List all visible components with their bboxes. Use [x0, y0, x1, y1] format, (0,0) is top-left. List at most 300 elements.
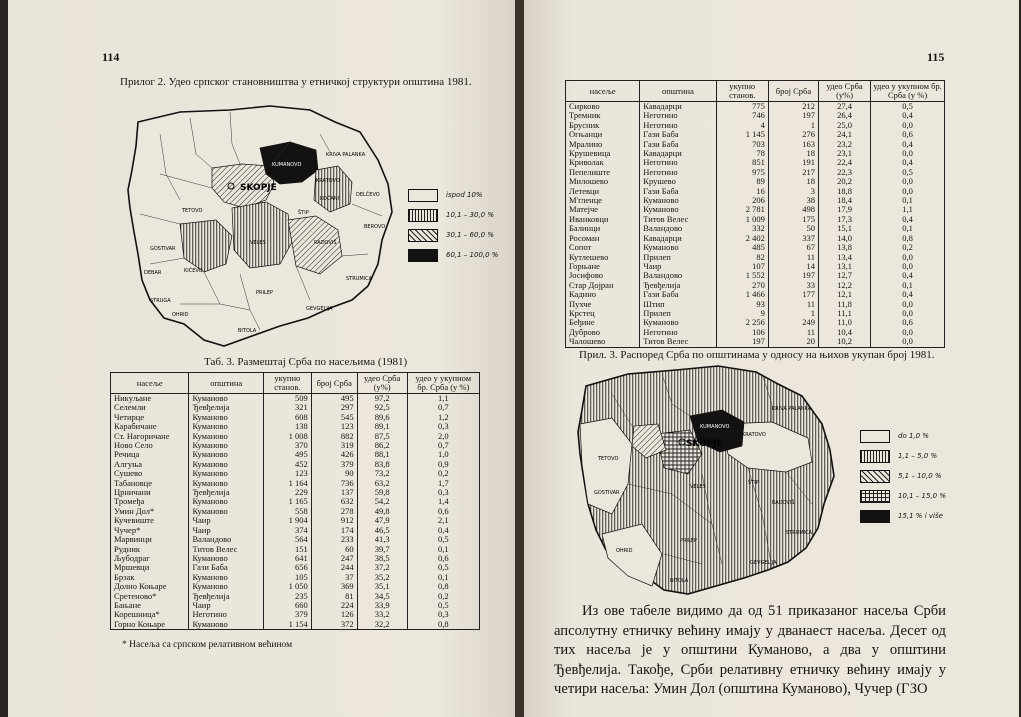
- table-cell: Кучевиште: [111, 516, 189, 525]
- table-cell: 82: [716, 253, 768, 262]
- table-cell: 22,3: [819, 168, 871, 177]
- table-cell: 11,0: [819, 318, 871, 327]
- map-label: KOČANI: [320, 196, 340, 202]
- table-cell: 92,5: [357, 403, 407, 412]
- table-cell: 0,6: [407, 554, 479, 563]
- map-label: OHRID: [172, 312, 189, 318]
- column-header: укупно станов.: [263, 373, 311, 394]
- map-label-skopje: SKOPJE: [240, 183, 277, 193]
- table-cell: 564: [263, 535, 311, 544]
- legend-swatch: [408, 189, 438, 202]
- table-cell: 197: [716, 337, 768, 347]
- table-cell: Горњане: [566, 262, 640, 271]
- table-cell: 0,2: [407, 592, 479, 601]
- table-cell: 12,7: [819, 271, 871, 280]
- table-cell: Валандово: [189, 535, 263, 544]
- table-cell: 12,2: [819, 281, 871, 290]
- table-cell: 107: [716, 262, 768, 271]
- table-cell: 0,6: [407, 507, 479, 516]
- column-header: укупно станов.: [716, 81, 768, 102]
- table-cell: Куманово: [640, 243, 716, 252]
- table-row: [566, 300, 945, 309]
- table-cell: 18: [768, 177, 818, 186]
- table-cell: 33,9: [357, 601, 407, 610]
- table-cell: 37,2: [357, 563, 407, 572]
- table-cell: Куманово: [189, 441, 263, 450]
- table-cell: Стар Дојран: [566, 281, 640, 290]
- table-cell: Куманово: [189, 413, 263, 422]
- table-cell: 0,0: [871, 253, 945, 262]
- table-cell: Сушево: [111, 469, 189, 478]
- table-cell: Куманово: [640, 196, 716, 205]
- table-cell: 851: [716, 158, 768, 167]
- table-cell: 46,5: [357, 526, 407, 535]
- column-header: удео Срба (у%): [819, 81, 871, 102]
- table-cell: 0,4: [871, 271, 945, 280]
- table-cell: Бањане: [111, 601, 189, 610]
- table-cell: 212: [768, 102, 818, 112]
- legend-swatch: [860, 470, 890, 483]
- table-cell: Кадино: [566, 290, 640, 299]
- table-cell: Куманово: [189, 479, 263, 488]
- table-cell: 123: [311, 422, 357, 431]
- table-cell: Карабичане: [111, 422, 189, 431]
- table-cell: Брусник: [566, 121, 640, 130]
- table-cell: Куманово: [189, 422, 263, 431]
- table-cell: 224: [311, 601, 357, 610]
- table-cell: 332: [716, 224, 768, 233]
- table-cell: 27,4: [819, 102, 871, 112]
- table-cell: Речица: [111, 450, 189, 459]
- table-cell: Титов Велес: [640, 337, 716, 347]
- table-cell: 0,0: [871, 177, 945, 186]
- legend-label: 15,1 % i više: [898, 512, 943, 520]
- table-cell: 703: [716, 140, 768, 149]
- table-cell: 641: [263, 554, 311, 563]
- table-cell: 775: [716, 102, 768, 112]
- table-cell: Криволак: [566, 158, 640, 167]
- table-cell: 379: [263, 610, 311, 619]
- map-label: KRIVA PALANKA: [772, 406, 812, 412]
- map-label: BITOLA: [238, 328, 257, 334]
- table-cell: Крушевица: [566, 149, 640, 158]
- table-cell: Неготино: [640, 121, 716, 130]
- table-cell: Гази Баба: [640, 290, 716, 299]
- table-cell: 33,2: [357, 610, 407, 619]
- table-cell: 0,8: [407, 582, 479, 591]
- table-cell: 11: [768, 328, 818, 337]
- table-cell: 0,0: [871, 309, 945, 318]
- table-cell: 137: [311, 488, 357, 497]
- table-cell: Мралино: [566, 140, 640, 149]
- table-cell: Пепелиште: [566, 168, 640, 177]
- table-cell: 0,5: [407, 563, 479, 572]
- table-cell: Куманово: [189, 497, 263, 506]
- table-cell: Валандово: [640, 224, 716, 233]
- map-label: STRUMICA: [346, 276, 373, 282]
- map-label: KUMANOVO: [700, 424, 730, 430]
- table-cell: 1: [768, 121, 818, 130]
- table-cell: 97,2: [357, 394, 407, 404]
- table-cell: 319: [311, 441, 357, 450]
- table-cell: 1 552: [716, 271, 768, 280]
- table-cell: 632: [311, 497, 357, 506]
- table-cell: 0,0: [871, 300, 945, 309]
- table-cell: 13,1: [819, 262, 871, 271]
- appendix-caption: Прилог 2. Удео српског становништва у етничкој структури општина 1981.: [120, 76, 472, 88]
- table-cell: 78: [716, 149, 768, 158]
- table-cell: 16: [716, 187, 768, 196]
- table-cell: Гази Баба: [640, 140, 716, 149]
- table-cell: Крстец: [566, 309, 640, 318]
- table-cell: 38,5: [357, 554, 407, 563]
- map-label: VELES: [690, 484, 706, 490]
- map-label: BITOLA: [670, 578, 689, 584]
- table-cell: 270: [716, 281, 768, 290]
- table-cell: 2 256: [716, 318, 768, 327]
- table-cell: 67: [768, 243, 818, 252]
- table-cell: 59,8: [357, 488, 407, 497]
- table-cell: 321: [263, 403, 311, 412]
- table-cell: 11: [768, 253, 818, 262]
- table-cell: 912: [311, 516, 357, 525]
- table-cell: Алгуња: [111, 460, 189, 469]
- map-label: KRIVA PALANKA: [326, 152, 366, 158]
- table-cell: 746: [716, 111, 768, 120]
- paragraph-text: Из ове табеле видимо да од 51 приказаног насеља Срби апсолутну етничку већину имају у дванаест насеља. Десет од тих насеља је у општини Куманово, а два у општини Ђевђелија. Такође, Срби релативну етничку већину имају у четири насеља: Умин Дол (општина Куманово), Чучер (ГЗО: [554, 603, 946, 697]
- table-cell: Куманово: [189, 469, 263, 478]
- map-label: GOSTIVAR: [594, 490, 620, 496]
- table-cell: Куманово: [189, 450, 263, 459]
- table-cell: 4: [716, 121, 768, 130]
- table-cell: 1,0: [407, 450, 479, 459]
- table-cell: 47,9: [357, 516, 407, 525]
- map-label: TETOVO: [598, 456, 619, 462]
- map-label: TETOVO: [182, 208, 203, 214]
- table-cell: 24,1: [819, 130, 871, 139]
- table-cell: 485: [716, 243, 768, 252]
- table-cell: Валандово: [640, 271, 716, 280]
- table-cell: 1,7: [407, 479, 479, 488]
- table-cell: 26,4: [819, 111, 871, 120]
- table-cell: 249: [768, 318, 818, 327]
- table-cell: 35,1: [357, 582, 407, 591]
- table-cell: 0,8: [871, 234, 945, 243]
- table-cell: 123: [263, 469, 311, 478]
- table-cell: 1 009: [716, 215, 768, 224]
- table-cell: 276: [768, 130, 818, 139]
- map-label: STRUGA: [150, 298, 171, 304]
- column-header: удео у укупном бр. Срба (у %): [407, 373, 479, 394]
- table-cell: 736: [311, 479, 357, 488]
- table-cell: 81: [311, 592, 357, 601]
- table-row: [566, 177, 945, 186]
- table-cell: 244: [311, 563, 357, 572]
- map-label: GEVGELIJA: [306, 306, 333, 312]
- table-cell: Чаир: [189, 601, 263, 610]
- table-cell: Ђевђелија: [189, 488, 263, 497]
- table-cell: 0,2: [871, 243, 945, 252]
- table-cell: 0,4: [871, 111, 945, 120]
- table-cell: 1 466: [716, 290, 768, 299]
- table-cell: Куманово: [640, 205, 716, 214]
- legend-swatch: [408, 209, 438, 222]
- right-page: [524, 0, 1019, 717]
- table-row: [566, 168, 945, 177]
- table-cell: 0,4: [871, 158, 945, 167]
- table-cell: 105: [263, 573, 311, 582]
- table-cell: Балинци: [566, 224, 640, 233]
- table-cell: Кавадарци: [640, 234, 716, 243]
- table-cell: Крушево: [640, 177, 716, 186]
- table-cell: 558: [263, 507, 311, 516]
- table-cell: 0,7: [407, 403, 479, 412]
- table-cell: 22,4: [819, 158, 871, 167]
- table-cell: Ђевђелија: [189, 403, 263, 412]
- legend-label: 30,1 – 60,0 %: [446, 231, 494, 239]
- table-cell: 229: [263, 488, 311, 497]
- table-cell: Куманово: [189, 460, 263, 469]
- table-cell: Неготино: [640, 168, 716, 177]
- table-cell: Куманово: [189, 394, 263, 404]
- table-cell: 0,5: [871, 168, 945, 177]
- legend-swatch: [860, 430, 890, 443]
- table-cell: Росоман: [566, 234, 640, 243]
- table-cell: Милошево: [566, 177, 640, 186]
- table-cell: Табановце: [111, 479, 189, 488]
- table-cell: 0,1: [407, 573, 479, 582]
- table-cell: 0,4: [407, 526, 479, 535]
- table-cell: Чаир: [189, 526, 263, 535]
- table-cell: 379: [311, 460, 357, 469]
- table-cell: Кавадарци: [640, 102, 716, 112]
- table-cell: 426: [311, 450, 357, 459]
- table-cell: 1 154: [263, 620, 311, 630]
- table-cell: Куманово: [189, 507, 263, 516]
- table-cell: 93: [716, 300, 768, 309]
- table-cell: Ст. Нагоричане: [111, 432, 189, 441]
- table-cell: Умин Дол*: [111, 507, 189, 516]
- map-label: KRATOVO: [316, 178, 340, 184]
- table-cell: Ђевђелија: [640, 281, 716, 290]
- column-header: општина: [189, 373, 263, 394]
- table-cell: 0,9: [407, 460, 479, 469]
- table-cell: 11,1: [819, 309, 871, 318]
- table-cell: 2,0: [407, 432, 479, 441]
- table-cell: Тромеђа: [111, 497, 189, 506]
- table-row: [566, 337, 945, 347]
- table-row: [566, 111, 945, 120]
- column-header: удео у укупном бр. Срба (у %): [871, 81, 945, 102]
- table-cell: 3: [768, 187, 818, 196]
- map-label: PRILEP: [256, 290, 273, 296]
- table-cell: Гази Баба: [640, 187, 716, 196]
- table-footnote: * Насеља са српском релативном већином: [122, 640, 293, 650]
- table-cell: 495: [263, 450, 311, 459]
- table-cell: М'гленце: [566, 196, 640, 205]
- table-cell: 0,0: [871, 262, 945, 271]
- table-cell: 452: [263, 460, 311, 469]
- table-cell: 372: [311, 620, 357, 630]
- legend-label: 60,1 – 100,0 %: [446, 251, 499, 259]
- table-cell: 10,2: [819, 337, 871, 347]
- table-cell: 1 165: [263, 497, 311, 506]
- table-cell: 975: [716, 168, 768, 177]
- table-cell: 337: [768, 234, 818, 243]
- column-header: број Срба: [311, 373, 357, 394]
- table-cell: 1: [768, 309, 818, 318]
- table-cell: 90: [311, 469, 357, 478]
- table-cell: 11,8: [819, 300, 871, 309]
- legend-label: 10,1 – 15,0 %: [898, 492, 946, 500]
- table-cell: Гази Баба: [189, 563, 263, 572]
- table-cell: 106: [716, 328, 768, 337]
- map-label: KIČEVO: [184, 268, 203, 274]
- table-cell: 2 781: [716, 205, 768, 214]
- table-cell: 41,3: [357, 535, 407, 544]
- table-cell: 151: [263, 545, 311, 554]
- table-cell: 35,2: [357, 573, 407, 582]
- table-cell: 191: [768, 158, 818, 167]
- table-cell: Чучер*: [111, 526, 189, 535]
- table-cell: 39,7: [357, 545, 407, 554]
- table-cell: Никуљане: [111, 394, 189, 404]
- table-cell: Прилеп: [640, 309, 716, 318]
- table-cell: Иванковци: [566, 215, 640, 224]
- table-cell: Матејче: [566, 205, 640, 214]
- table-cell: 0,4: [871, 215, 945, 224]
- table-cell: 660: [263, 601, 311, 610]
- settlements-table: [110, 372, 480, 630]
- table-cell: 0,4: [871, 290, 945, 299]
- table-cell: Беђине: [566, 318, 640, 327]
- table-cell: 297: [311, 403, 357, 412]
- table-cell: 235: [263, 592, 311, 601]
- table-cell: 89: [716, 177, 768, 186]
- distribution-map: [572, 364, 852, 596]
- table-cell: 882: [311, 432, 357, 441]
- column-header: удео Срба (у%): [357, 373, 407, 394]
- table-cell: 32,2: [357, 620, 407, 630]
- table-cell: 38: [768, 196, 818, 205]
- map-legend: [408, 185, 498, 265]
- table-row: [566, 243, 945, 252]
- table-cell: Тремник: [566, 111, 640, 120]
- legend-swatch: [860, 510, 890, 523]
- map-label: RADOVIŠ: [314, 240, 337, 246]
- table-cell: 0,0: [871, 337, 945, 347]
- table-cell: Огњанци: [566, 130, 640, 139]
- column-header: број Срба: [768, 81, 818, 102]
- legend-swatch: [408, 249, 438, 262]
- table-cell: 88,1: [357, 450, 407, 459]
- table-cell: Долно Коњаре: [111, 582, 189, 591]
- legend-swatch: [860, 490, 890, 503]
- table-cell: 0,6: [871, 318, 945, 327]
- map-label: ŠTIP: [298, 210, 309, 216]
- table-cell: 63,2: [357, 479, 407, 488]
- table-cell: Четирце: [111, 413, 189, 422]
- table-cell: 233: [311, 535, 357, 544]
- table-cell: Куманово: [189, 432, 263, 441]
- table-cell: Сирково: [566, 102, 640, 112]
- legend-label: 1,1 – 5,0 %: [898, 452, 938, 460]
- table-cell: 369: [311, 582, 357, 591]
- map-label: DEBAR: [144, 270, 162, 276]
- table-cell: 1 904: [263, 516, 311, 525]
- table-cell: 509: [263, 394, 311, 404]
- table-cell: 0,0: [871, 328, 945, 337]
- table-cell: Црничани: [111, 488, 189, 497]
- table-cell: 2,1: [407, 516, 479, 525]
- table-cell: 18,4: [819, 196, 871, 205]
- table-cell: 23,1: [819, 149, 871, 158]
- table-cell: 0,1: [871, 224, 945, 233]
- page-number: 114: [102, 50, 120, 64]
- map-label-skopje: SKOPJE: [686, 439, 723, 449]
- table-cell: Сопот: [566, 243, 640, 252]
- table-cell: 60: [311, 545, 357, 554]
- column-header: насеље: [566, 81, 640, 102]
- table-cell: 247: [311, 554, 357, 563]
- table-cell: 17,3: [819, 215, 871, 224]
- table-cell: Чалошево: [566, 337, 640, 347]
- table-cell: 545: [311, 413, 357, 422]
- table-cell: Ново Село: [111, 441, 189, 450]
- settlements-table-continued: [565, 80, 945, 348]
- table-cell: 126: [311, 610, 357, 619]
- table-cell: 18: [768, 149, 818, 158]
- table-cell: 1,2: [407, 413, 479, 422]
- table-row: [566, 290, 945, 299]
- table-cell: 54,2: [357, 497, 407, 506]
- map-label: GEVGELIJA: [750, 560, 777, 566]
- table-cell: 0,1: [871, 196, 945, 205]
- table-cell: 278: [311, 507, 357, 516]
- table-cell: 0,3: [407, 610, 479, 619]
- table-cell: 0,0: [871, 149, 945, 158]
- table-cell: 163: [768, 140, 818, 149]
- table-cell: 1 050: [263, 582, 311, 591]
- table-cell: 0,6: [871, 130, 945, 139]
- table-cell: 13,8: [819, 243, 871, 252]
- table-cell: Горно Коњаре: [111, 620, 189, 630]
- table-cell: Неготино: [640, 158, 716, 167]
- table-cell: 174: [311, 526, 357, 535]
- map-label: STRUMICA: [786, 530, 813, 536]
- legend-label: 10,1 – 30,0 %: [446, 211, 494, 219]
- table-cell: 1,1: [871, 205, 945, 214]
- table-cell: Брзак: [111, 573, 189, 582]
- legend-label: 5,1 – 10,0 %: [898, 472, 942, 480]
- table-cell: Кутлешево: [566, 253, 640, 262]
- table-cell: 370: [263, 441, 311, 450]
- table-cell: 1 008: [263, 432, 311, 441]
- table-cell: Неготино: [189, 610, 263, 619]
- table-cell: 1,4: [407, 497, 479, 506]
- table-cell: Рудник: [111, 545, 189, 554]
- table-row: [566, 140, 945, 149]
- table-cell: 217: [768, 168, 818, 177]
- table-cell: 13,4: [819, 253, 871, 262]
- table-cell: Ђевђелија: [189, 592, 263, 601]
- legend-swatch: [860, 450, 890, 463]
- map-label: VELES: [250, 240, 266, 246]
- map-label: OHRID: [616, 548, 633, 554]
- table-cell: Куманово: [640, 318, 716, 327]
- table-cell: 0,7: [407, 441, 479, 450]
- table-cell: 608: [263, 413, 311, 422]
